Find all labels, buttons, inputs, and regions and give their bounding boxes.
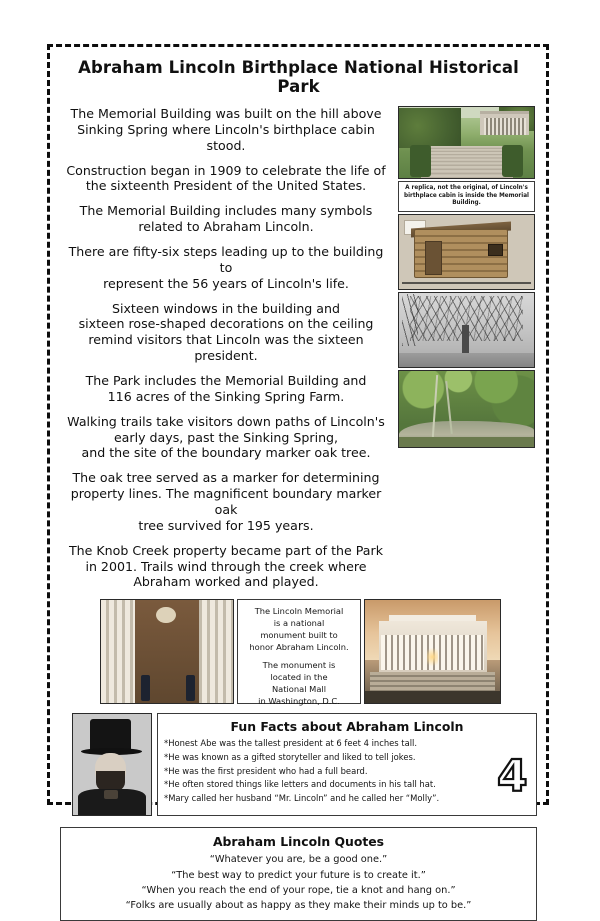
quote-item: “The best way to predict your future is to create it.”: [171, 869, 426, 881]
page-title: Abraham Lincoln Birthplace National Historical Park: [78, 58, 519, 96]
quote-item: “Folks are usually about as happy as they make their minds up to be.”: [125, 899, 472, 911]
fun-fact-item: *He was known as a gifted storyteller and liked to tell jokes.: [164, 751, 416, 762]
lincoln-memorial-text-box: [237, 599, 361, 704]
fun-fact-item: *Honest Abe was the tallest president at 6 feet 4 inches tall.: [164, 738, 418, 749]
fun-fact-item: *He often stored things like letters and documents in his tall hat.: [164, 779, 436, 790]
lincoln-memorial-exterior-photo: [364, 599, 501, 704]
paragraph: The Memorial Building was built on the hill above Sinking Spring where Lincoln's birthplace cabin stood.: [70, 106, 382, 153]
fun-fact-item: *He was the first president who had a full beard.: [164, 765, 368, 776]
fun-fact-item: *Mary called her husband “Mr. Lincoln” and he called her “Molly”.: [164, 792, 440, 803]
quotes-title: Abraham Lincoln Quotes: [212, 834, 385, 850]
page-number: [493, 753, 533, 799]
paragraph: The Knob Creek property became part of the Park in 2001. Trails wind through the creek where Abraham worked and played.: [68, 542, 384, 590]
paragraph: The oak tree served as a marker for determining property lines. The magnificent boundary marker oak tree survived for 195 years.: [70, 470, 382, 533]
knob-creek-photo: [398, 370, 535, 448]
cabin-replica-caption: A replica, not the original, of Lincoln's birthplace cabin is inside the Memorial Building.: [398, 181, 535, 212]
fun-facts-section: [60, 713, 537, 816]
paragraph: There are fifty-six steps leading up to the building to represent the 56 years of Lincoln's life.: [68, 244, 384, 291]
paragraph: The Memorial Building includes many symbols related to Abraham Lincoln.: [79, 203, 373, 235]
memorial-text-paragraph: The Lincoln Memorial is a national monument built to honor Abraham Lincoln.: [249, 606, 349, 652]
memorial-text-paragraph: The monument is located in the National Mall in Washington, D.C.: [258, 660, 340, 706]
paragraph: Construction began in 1909 to celebrate the life of the sixteenth President of the United States.: [66, 162, 386, 194]
log-cabin-photo: [398, 214, 535, 290]
worksheet-content: [60, 52, 537, 911]
quotes-box: [60, 827, 537, 921]
page-number-glyph: 4: [497, 753, 528, 799]
oak-tree-photo: [398, 292, 535, 368]
paragraph: Sixteen windows in the building and sixteen rose-shaped decorations on the ceiling remind visitors that Lincoln was the sixteen president.: [78, 300, 374, 364]
fun-facts-box: [157, 713, 537, 816]
fun-facts-title: Fun Facts about Abraham Lincoln: [230, 719, 464, 735]
upper-section: [60, 106, 537, 590]
quote-item: “Whatever you are, be a good one.”: [209, 854, 388, 866]
memorial-building-photo: [398, 106, 535, 179]
paragraph: The Park includes the Memorial Building and 116 acres of the Sinking Spring Farm.: [85, 373, 367, 404]
lincoln-portrait-photo: [72, 713, 152, 816]
lincoln-statue-photo: [100, 599, 234, 704]
body-text-column: [60, 106, 390, 590]
lincoln-memorial-strip: [60, 599, 537, 704]
quote-item: “When you reach the end of your rope, tie a knot and hang on.”: [141, 884, 456, 896]
paragraph: Walking trails take visitors down paths of Lincoln's early days, past the Sinking Spring, and the site of the boundary marker oak tree.: [67, 413, 385, 461]
photo-column: [398, 106, 535, 448]
